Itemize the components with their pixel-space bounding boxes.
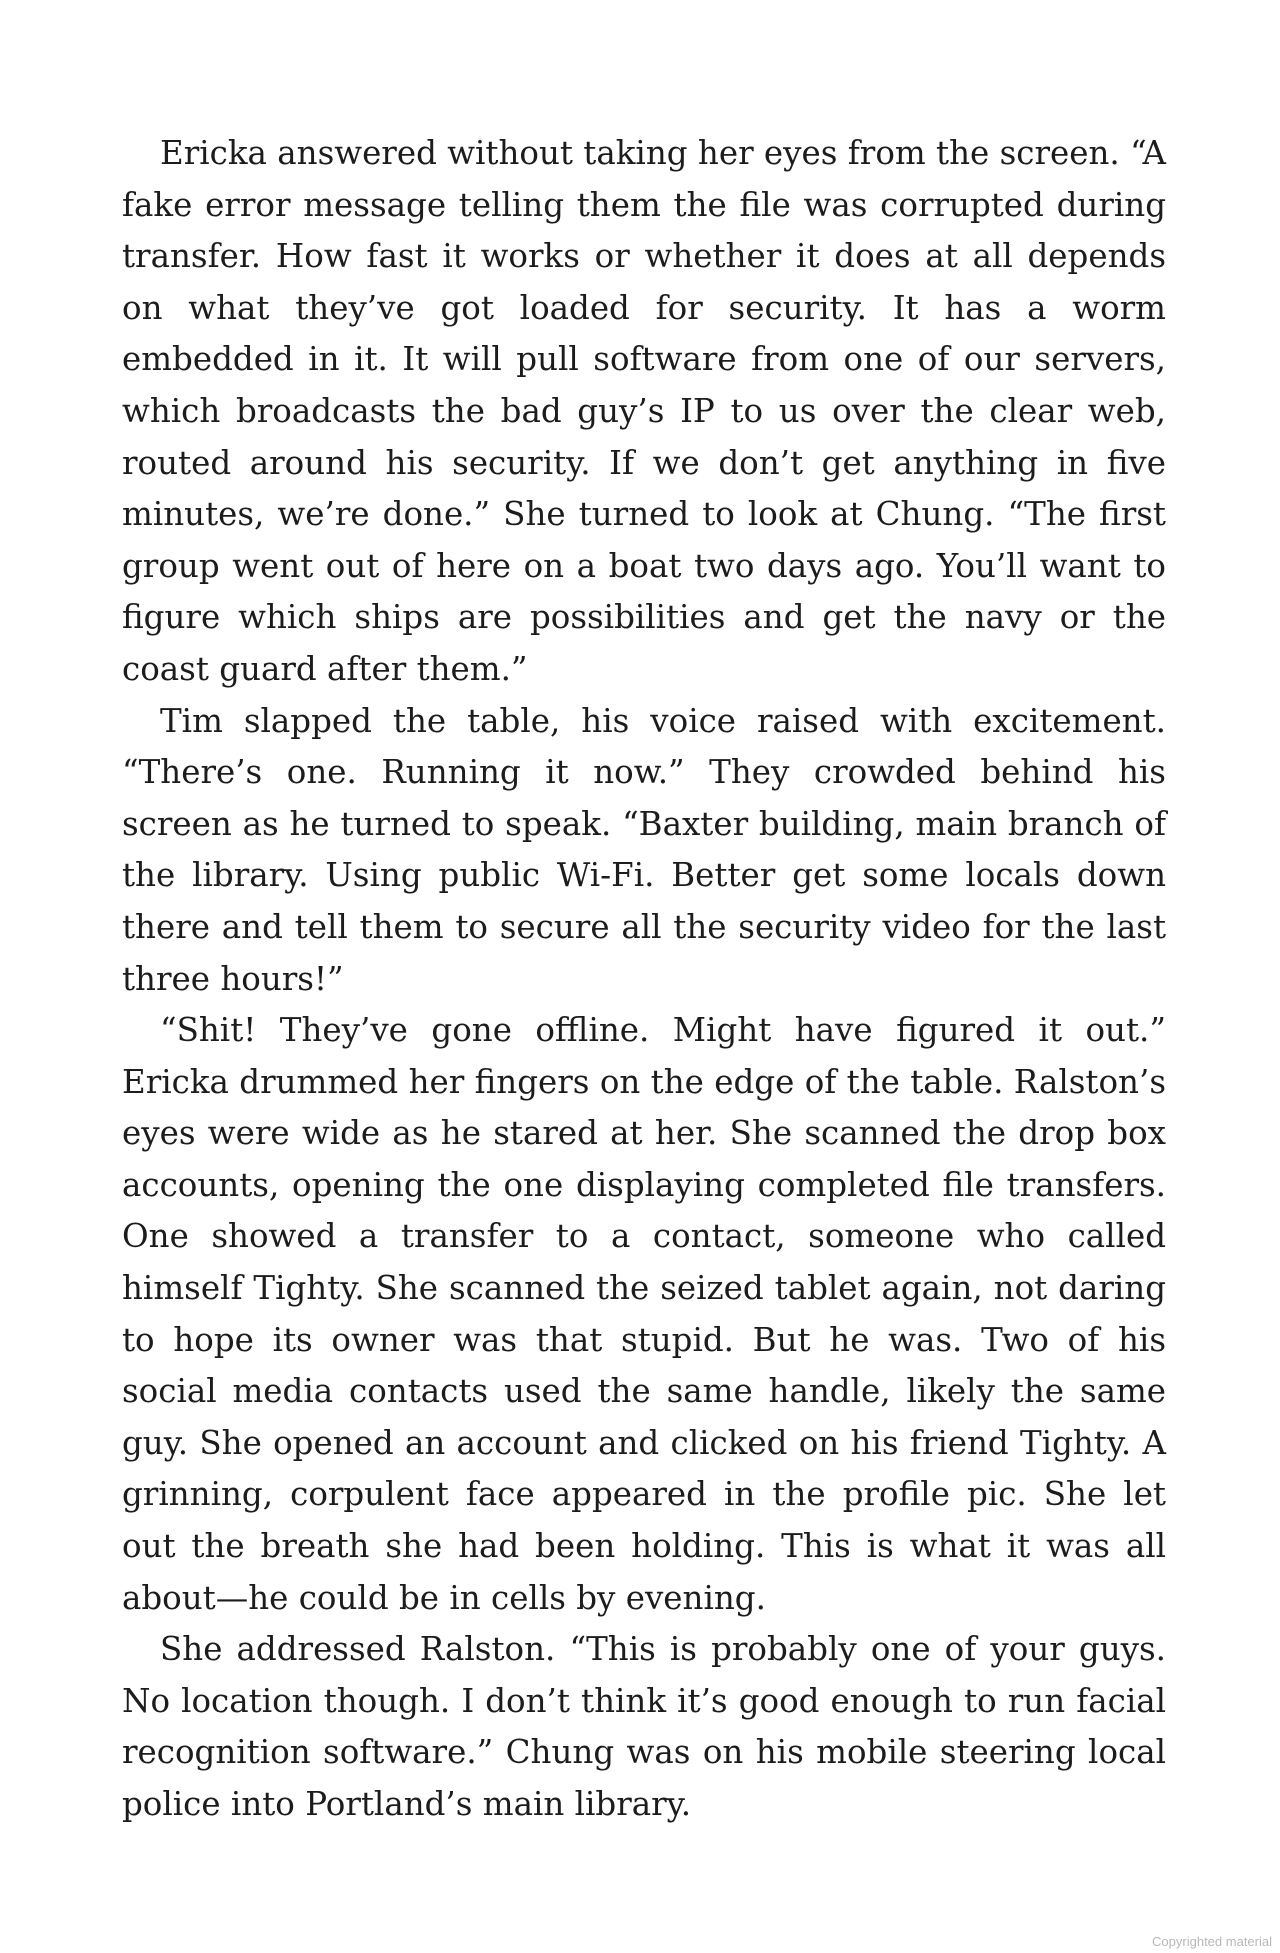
paragraph-4: She addressed Ralston. “This is probably one of your guys. No location though. I don’t think it’s good enough to run facial recognition software.” Chung was on his mobile steering local police into Portland’s main library.	[122, 1630, 1166, 1823]
paragraph-3: “Shit! They’ve gone offline. Might have figured it out.” Ericka drummed her fingers on the edge of the table. Ralston’s eyes were wide as he stared at her. She scanned the drop box accounts, opening the one displaying completed file transfers. One showed a transfer to a contact, someone who called himself Tighty. She scanned the seized tablet again, not daring to hope its owner was that stupid. But he was. Two of his social media contacts used the same handle, likely the same guy. She opened an account and clicked on his friend Tighty. A grinning, corpulent face appeared in the profile pic. She let out the breath she had been holding. This is what it was all about—he could be in cells by evening.	[122, 1011, 1166, 1617]
book-page-body	[122, 128, 1166, 1831]
paragraph-2: Tim slapped the table, his voice raised with excitement. “There’s one. Running it now.” They crowded behind his screen as he turned to speak. “Baxter building, main branch of the library. Using public Wi-Fi. Better get some locals down there and tell them to secure all the security video for the last three hours!”	[122, 701, 1166, 998]
copyright-watermark: Copyrighted material	[1152, 1934, 1272, 1949]
paragraph-1: Ericka answered without taking her eyes from the screen. “A fake error message telling them the file was corrupted during transfer. How fast it works or whether it does at all depends on what they’ve got loaded for security. It has a worm embedded in it. It will pull software from one of our servers, which broadcasts the bad guy’s IP to us over the clear web, routed around his security. If we don’t get anything in five minutes, we’re done.” She turned to look at Chung. “The first group went out of here on a boat two days ago. You’ll want to figure which ships are possibilities and get the navy or the coast guard after them.”	[122, 134, 1166, 688]
